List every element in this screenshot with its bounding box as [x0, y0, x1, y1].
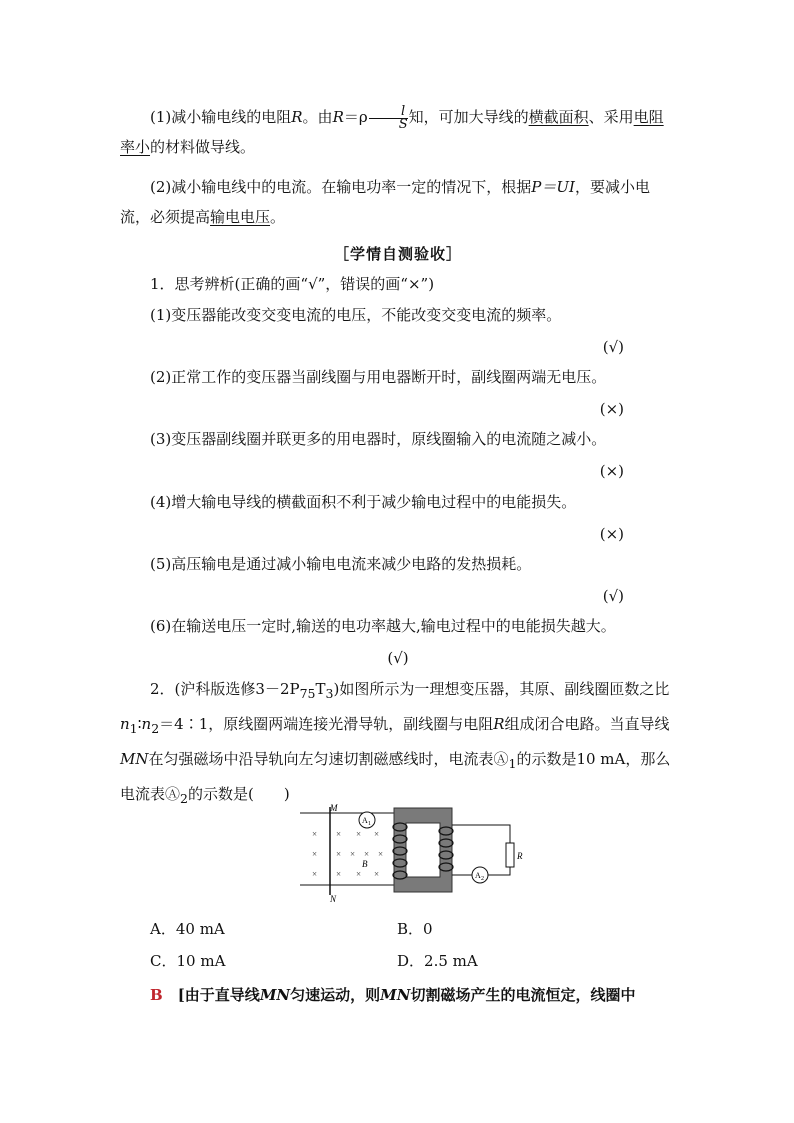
label-m: M [330, 803, 338, 813]
option-b[interactable]: B．0 [397, 920, 433, 938]
svg-text:×: × [356, 869, 362, 879]
q1-item-1-mark: (√) [602, 338, 624, 356]
svg-text:×: × [312, 829, 318, 839]
section-heading: ［学情自测验收］ [333, 245, 462, 263]
svg-text:×: × [312, 849, 318, 859]
label-n: N [330, 894, 337, 903]
q2-stem: 2．(沪科版选修$3-2P_{75}T_3$)如图所示为一理想变压器，其原、副线圈匝数之比$n_1∶n_2=4∶1$，原线圈两端连接光滑导轨，副线圈与电阻R组成闭合电路。当直导线MN在匀强磁场中沿导轨向左匀速切割磁感线时，电流表$Ⓐ_1$的示数是10 mA，那么电流表$Ⓐ_2$的示数是( ) [120, 680, 671, 806]
svg-text:×: × [364, 849, 370, 859]
paragraph-reduce-current: (2)减小输电线中的电流。在输电功率一定的情况下，根据P＝UI，要减小电流，必须提高输电电压。 [120, 178, 650, 226]
svg-text:×: × [336, 869, 342, 879]
answer-letter: B [150, 986, 163, 1004]
q1-item-4-mark: (×) [599, 525, 624, 543]
svg-text:×: × [356, 829, 362, 839]
q1-item-2: (2)正常工作的变压器当副线圈与用电器断开时，副线圈两端无电压。 [150, 368, 607, 386]
svg-text:×: × [374, 829, 380, 839]
option-d[interactable]: D．2.5 mA [397, 952, 478, 970]
q1-item-2-mark: (×) [599, 400, 624, 418]
svg-text:×: × [350, 849, 356, 859]
transformer-figure [300, 803, 530, 903]
q1-item-5: (5)高压输电是通过减小输电电流来减少电路的发热损耗。 [150, 555, 532, 573]
fraction-l-over-s: $\frac{l}{S}$ [369, 106, 408, 131]
q1-item-6-mark: (√) [387, 649, 409, 667]
svg-text:A: A [475, 871, 481, 880]
q1-title: 1．思考辨析(正确的画“√”，错误的画“×”) [150, 275, 435, 293]
label-r: R [517, 851, 523, 861]
q1-item-3-mark: (×) [599, 462, 624, 480]
magnetic-field-crosses [312, 829, 383, 879]
svg-text:×: × [378, 849, 384, 859]
svg-text:×: × [336, 829, 342, 839]
label-b: B [362, 859, 368, 869]
answer-explanation: B [由于直导线MN匀速运动，则MN切割磁场产生的电流恒定，线圈中 [150, 986, 636, 1004]
q1-item-3: (3)变压器副线圈并联更多的用电器时，原线圈输入的电流随之减小。 [150, 430, 607, 448]
svg-text:×: × [374, 869, 380, 879]
svg-text:×: × [336, 849, 342, 859]
resistor-r [506, 843, 514, 867]
svg-text:×: × [312, 869, 318, 879]
option-a[interactable]: A．40 mA [150, 920, 225, 938]
q1-item-1: (1)变压器能改变交变电流的电压，不能改变交变电流的频率。 [150, 306, 562, 324]
svg-text:1: 1 [368, 821, 371, 827]
option-c[interactable]: C．10 mA [150, 952, 226, 970]
q1-item-4: (4)增大输电导线的横截面积不利于减少输电过程中的电能损失。 [150, 493, 577, 511]
paragraph-reduce-resistance: (1)减小输电线的电阻R。由R＝ρ $\frac{l}{S}$ 知，可加大导线的横截面积、采用电阻率小的材料做导线。 [120, 103, 664, 156]
svg-text:2: 2 [481, 876, 484, 882]
q1-item-5-mark: (√) [602, 587, 624, 605]
svg-text:A: A [362, 816, 368, 825]
q1-item-6: (6)在输送电压一定时,输送的电功率越大,输电过程中的电能损失越大。 [150, 617, 616, 635]
